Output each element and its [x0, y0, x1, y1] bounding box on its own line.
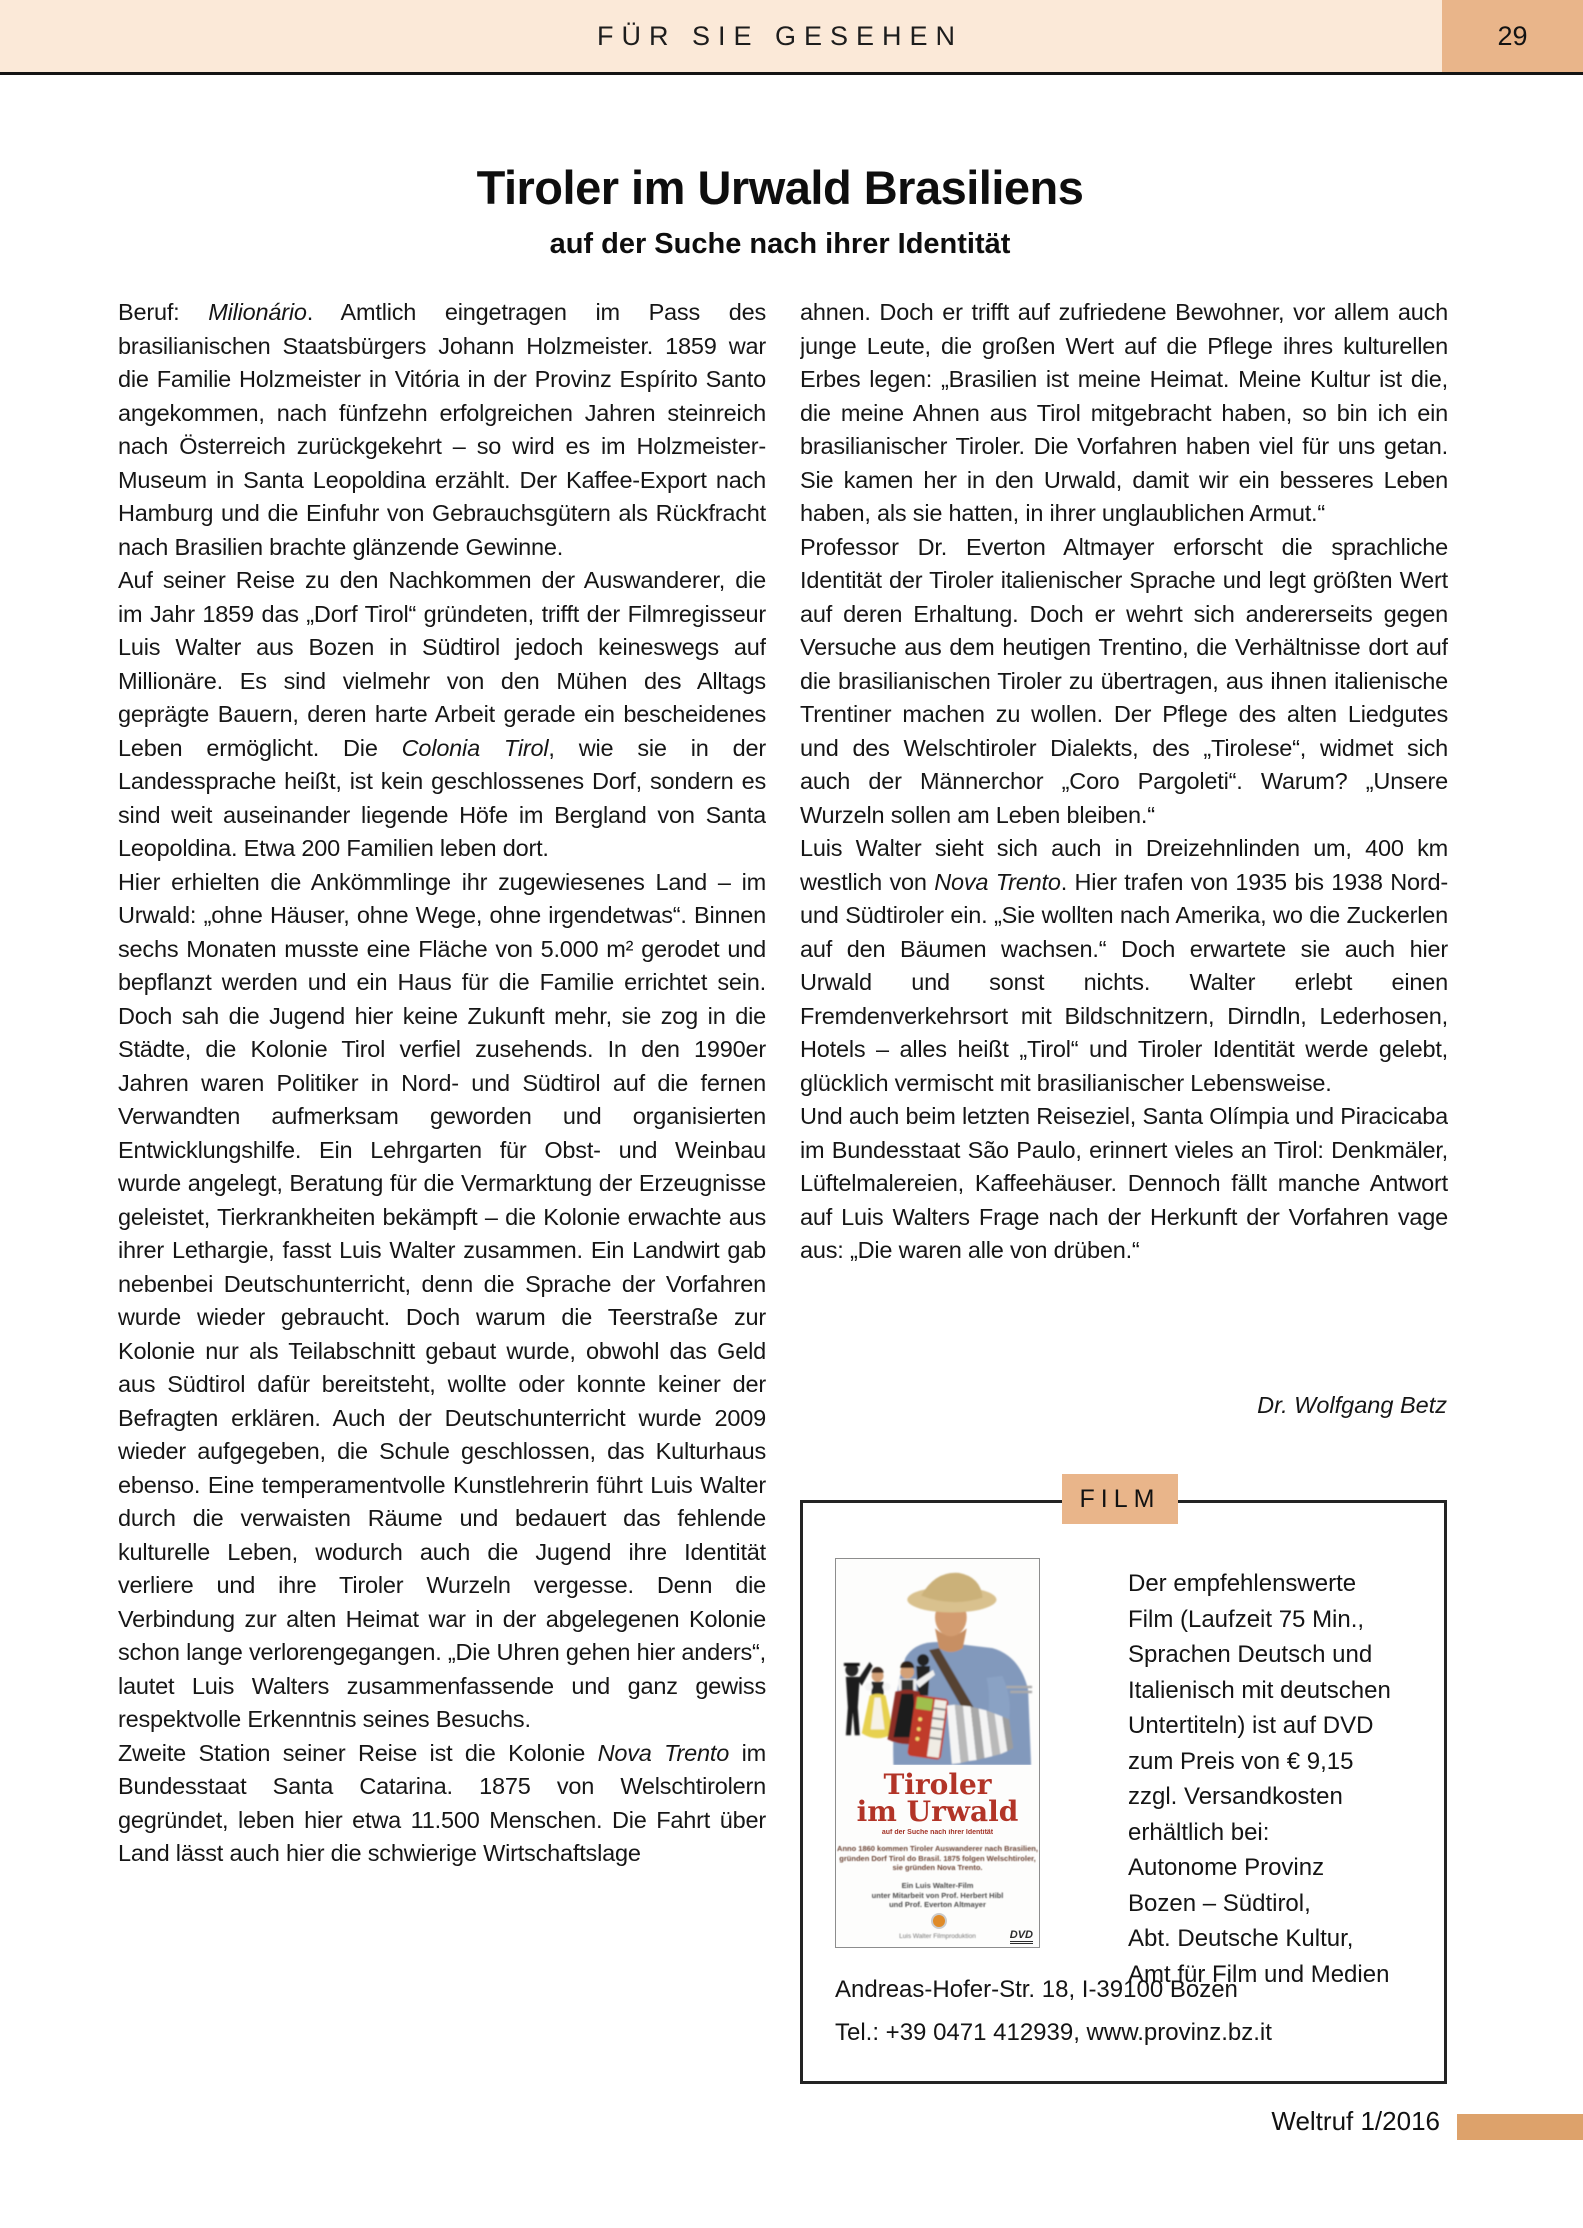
cover-tagline: auf der Suche nach ihrer Identität [881, 1829, 994, 1836]
text-line: zzgl. Versandkosten [1128, 1783, 1343, 1810]
text-line: Andreas-Hofer-Str. 18, I-39100 Bozen [835, 1976, 1238, 2003]
left-column [118, 296, 766, 2071]
text-line: unter Mitarbeit von Prof. Herbert Hibl [871, 1890, 1004, 1900]
cover-title-line1: Tiroler [883, 1768, 992, 1801]
paragraph: Hier erhielten die Ankömmlinge ihr zugewiesenes Land – im Urwald: „ohne Häuser, ohne Wege, ohne irgendetwas“. Binnen sechs Monaten musste eine Fläche von 5.000 m² gerodet und bepflanzt werden und ein Haus für die Familie errichtet sein. Doch sah die Jugend hier keine Zukunft mehr, sie zog in die Städte, die Kolonie Tirol verfiel zusehends. In den 1990er Jahren waren Politiker in Nord- und Südtirol auf die fernen Verwandten aufmerksam geworden und organisierten Entwicklungshilfe. Ein Lehrgarten für Obst- und Weinbau wurde angelegt, Beratung für die Vermarktung der Erzeugnisse geleistet, Tierkrankheiten bekämpft – die Kolonie erwachte aus ihrer Lethargie, fasst Luis Walter zusammen. Ein Landwirt gab nebenbei Deutschunterricht, denn die Sprache der Vorfahren wurde wieder gebraucht. Doch warum die Teerstraße zur Kolonie nur als Teilabschnitt gebaut wurde, obwohl das Geld aus Südtirol dafür bereitsteht, wollte oder konnte keiner der Befragten erklären. Auch der Deutschunterricht wurde 2009 wieder aufgegeben, die Schule geschlossen, das Kulturhaus ebenso. Eine temperamentvolle Kunstlehrerin führt Luis Walter durch die verwaisten Räume und bedauert das fehlende kulturelle Leben, wodurch auch die Jugend ihre Identität verliere und ihre Tiroler Wurzeln vergesse. Denn die Verbindung zur alten Heimat war in der abgelegenen Kolonie schon lange verlorengegangen. „Die Uhren gehen hier anders“, lautet Luis Walters zusammenfassende und ganz gewiss respektvolle Erkenntnis seines Besuchs. [118, 868, 766, 1732]
byline: Dr. Wolfgang Betz [1257, 1392, 1447, 1418]
paragraph: Beruf: Milionário. Amtlich eingetragen im Pass des brasilianischen Staatsbürgers Johann Holzmeister. 1859 war die Familie Holzmeister in Vitória in der Provinz Espírito Santo angekommen, nach fünfzehn erfolgreichen Jahren steinreich nach Österreich zurückgekehrt – so wird es im Holzmeister-Museum in Santa Leopoldina erzählt. Der Kaffee-Export nach Hamburg und die Einfuhr von Gebrauchsgütern als Rückfracht nach Brasilien brachte glänzende Gewinne. [118, 299, 766, 560]
text-line: Der empfehlenswerte [1128, 1570, 1357, 1597]
article-title: Tiroler im Urwald Brasiliens [476, 161, 1084, 214]
film-info [1128, 1566, 1428, 1992]
cover-blurb [836, 1844, 1039, 1873]
text-line: Abt. Deutsche Kultur, [1128, 1925, 1354, 1952]
paragraph: Zweite Station seiner Reise ist die Kolonie Nova Trento im Bundesstaat Santa Catarina. 1875 von Welschtirolern gegründet, leben hier etwa 11.500 Menschen. Die Fahrt über Land lässt auch hier die schwierige Wirtschaftslage [118, 1739, 766, 1866]
paragraph: Luis Walter sieht sich auch in Dreizehnlinden um, 400 km westlich von Nova Trento. Hier trafen von 1935 bis 1938 Nord- und Südtiroler ein. „Sie wollten nach Amerika, wo die Zuckerlen auf den Bäumen wachsen.“ Doch erwartete sie auch hier Urwald und sonst nichts. Walter erlebt einen Fremdenverkehrsort mit Bildschnitzern, Dirndln, Lederhosen, Hotels – alles heißt „Tirol“ und Tiroler Identität werde gelebt, glücklich vermischt mit brasilianischer Lebensweise. [800, 835, 1448, 1096]
paragraph: Und auch beim letzten Reiseziel, Santa Olímpia und Piracicaba im Bundesstaat São Paulo, erinnert vieles an Tirol: Denkmäler, Lüftelmalereien, Kaffeehäuser. Dennoch fällt manche Antwort auf Luis Walters Frage nach der Herkunft der Vorfahren vage aus: „Die waren alle von drüben.“ [800, 1103, 1448, 1263]
text-line: Bozen – Südtirol, [1128, 1889, 1311, 1917]
film-tab-label: FILM [1062, 1474, 1178, 1524]
text-line: Autonome Provinz [1128, 1854, 1325, 1881]
text-line: Anno 1860 kommen Tiroler Auswanderer nach Brasilien, [837, 1844, 1038, 1853]
production-logo-icon [931, 1913, 947, 1929]
dvd-logo-icon: DVD [1010, 1929, 1033, 1944]
text-line: erhältlich bei: [1128, 1818, 1270, 1846]
header-rule [0, 72, 1583, 75]
paragraph: ahnen. Doch er trifft auf zufriedene Bewohner, vor allem auch junge Leute, die großen Wert auf die Pflege ihres kulturellen Erbes legen: „Brasilien ist meine Heimat. Meine Kultur ist die, die meine Ahnen aus Tirol mitgebracht haben, so bin ich ein brasilianischer Tiroler. Die Vorfahren haben viel für uns getan. Sie kamen her in den Urwald, damit wir ein besseres Leben haben, als sie hatten, in ihrer unglaublichen Armut.“ [800, 299, 1448, 526]
article-subtitle: auf der Suche nach ihrer Identität [549, 228, 1011, 260]
text-line: Film (Laufzeit 75 Min., [1128, 1605, 1365, 1633]
cover-title [836, 1768, 1039, 1828]
dvd-cover [835, 1558, 1040, 1948]
text-line: Italienisch mit deutschen [1128, 1676, 1391, 1704]
dvd-cover-photo [836, 1559, 1039, 1765]
text-line: Sprachen Deutsch und [1128, 1641, 1373, 1668]
text-line: Amt für Film und Medien [1128, 1960, 1390, 1988]
text-line: Tel.: +39 0471 412939, www.provinz.bz.it [835, 2019, 1272, 2046]
text-line: gründen Dorf Tirol do Brasil. 1875 folgen Welschtiroler, [839, 1853, 1036, 1863]
film-address [835, 1968, 1415, 2054]
text-line: Ein Luis Walter-Film [901, 1881, 974, 1890]
text-line: zum Preis von € 9,15 [1128, 1747, 1354, 1775]
right-column [800, 296, 1448, 1381]
section-title: FÜR SIE GESEHEN [596, 20, 964, 51]
text-line: sie gründen Nova Trento. [892, 1863, 983, 1872]
text-line: Untertiteln) ist auf DVD [1128, 1712, 1374, 1739]
footer-issue: Weltruf 1/2016 [1271, 2106, 1440, 2136]
text-line: und Prof. Everton Altmayer [889, 1900, 986, 1909]
page-number: 29 [1442, 0, 1583, 72]
footer-bar [1457, 2114, 1583, 2140]
cover-title-line2: im Urwald [856, 1795, 1019, 1828]
paragraph: Auf seiner Reise zu den Nachkommen der Auswanderer, die im Jahr 1859 das „Dorf Tirol“ gründeten, trifft der Filmregisseur Luis Walter aus Bozen in Südtirol jedoch keineswegs auf Millionäre. Es sind vielmehr von den Mühen des Alltags geprägte Bauern, deren harte Arbeit gerade ein bescheidenes Leben ermöglicht. Die Colonia Tirol, wie sie in der Landessprache heißt, ist kein geschlossenes Dorf, sondern es sind weit auseinander liegende Höfe im Bergland von Santa Leopoldina. Etwa 200 Familien leben dort. [118, 567, 766, 861]
paragraph: Professor Dr. Everton Altmayer erforscht die sprachliche Identität der Tiroler italienischer Sprache und legt größten Wert auf deren Erhaltung. Doch er wehrt sich andererseits gegen Versuche aus dem heutigen Trentino, die Verhältnisse dort auf die brasilianischen Tiroler zu übertragen, aus ihnen italienische Trentiner machen zu wollen. Der Pflege des alten Liedgutes und des Welschtiroler Dialekts, des „Tirolese“, widmet sich auch der Männerchor „Coro Pargoleti“. Warum? „Unsere Wurzeln sollen am Leben bleiben.“ [800, 533, 1448, 828]
cover-production: Luis Walter Filmproduktion [899, 1933, 976, 1940]
cover-credits [836, 1881, 1039, 1910]
